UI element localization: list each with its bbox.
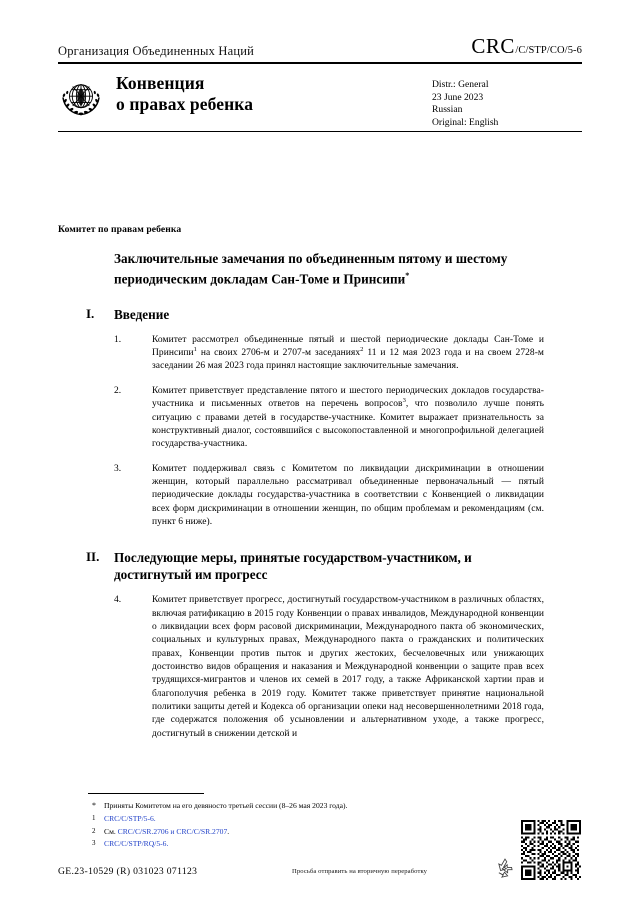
distribution-date: 23 June 2023 xyxy=(432,91,484,103)
footnote-suffix: . xyxy=(227,826,230,836)
footnote-prefix: См. xyxy=(104,826,118,836)
paragraph-number: 2. xyxy=(114,385,122,396)
document-symbol xyxy=(471,34,582,59)
paragraph-text-part1: Комитет рассмотрел объединенные пятый и шестой периодические доклады Сан-Томе и Принсипи xyxy=(152,334,544,359)
paragraph-3 xyxy=(114,463,544,530)
footnote-link[interactable]: CRC/C/STP/5-6. xyxy=(104,813,156,823)
masthead-top-rule xyxy=(58,62,582,64)
paragraph-number: 3. xyxy=(114,463,122,474)
distribution-original: Original: English xyxy=(432,116,499,128)
section-heading-follow-up xyxy=(86,549,582,583)
paragraph-text xyxy=(152,385,544,452)
convention-title-line2: о правах ребенка xyxy=(116,94,254,114)
page-title-footnote-mark: * xyxy=(405,271,410,281)
document-symbol-main: CRC xyxy=(471,34,515,58)
distribution-language: Russian xyxy=(432,104,463,116)
un-emblem-icon xyxy=(58,75,104,121)
paragraph-text: Комитет поддерживал связь с Комитетом по ликвидации дискриминации в отношении женщин, который параллельно рассматривал объединенные первоначальный — пятый периодические доклады государства-участника в соответствии с Конвенцией о ликвидации всех форм дискриминации в отношении женщин, по общим проблемам и рекомендациям (см. пункт 6 ниже). xyxy=(152,463,544,527)
footnote-separator xyxy=(88,793,204,794)
recycle-note: Просьба отправить на вторичную переработку xyxy=(292,868,428,875)
page-title-text: Заключительные замечания по объединенным пятому и шестому периодическим докладам Сан-Томе и Принсипи xyxy=(114,251,508,287)
section-title: Последующие меры, принятые государством-участником, и достигнутый им прогресс xyxy=(114,550,472,583)
footnote-ref-3[interactable]: 3 xyxy=(402,397,406,405)
paragraph-4 xyxy=(114,594,544,741)
footnote-1 xyxy=(88,813,508,824)
recycle-icon xyxy=(494,856,516,878)
footnote-mark: 3 xyxy=(92,839,96,848)
footnote-link[interactable]: CRC/C/SR.2706 и CRC/C/SR.2707 xyxy=(117,826,228,836)
footnote-3 xyxy=(88,838,508,849)
paragraph-2 xyxy=(114,385,544,452)
section-title: Введение xyxy=(114,306,170,322)
footnote-text: Приняты Комитетом на его девяносто третьей сессии (8–26 мая 2023 года). xyxy=(104,801,348,810)
paragraph-text-part3: 11 и 12 мая 2023 года и на своем 2728-м заседании 26 мая 2023 года принял настоящие заключительные замечания. xyxy=(152,348,544,372)
title-row xyxy=(58,73,582,129)
paragraph-number: 4. xyxy=(114,595,122,606)
footnote-asterisk xyxy=(88,800,508,811)
document-content xyxy=(58,250,582,741)
footnotes xyxy=(88,800,508,851)
footnote-mark: 2 xyxy=(92,826,96,835)
convention-title-line1: Конвенция xyxy=(116,73,205,93)
paragraph-number: 1. xyxy=(114,334,122,345)
convention-block xyxy=(58,73,253,121)
ge-code: GE.23-10529 (R) 031023 071123 xyxy=(58,866,198,877)
paragraph-text-part2: на своих 2706-м и 2707-м заседаниях xyxy=(197,348,361,359)
paragraph-text: Комитет приветствует прогресс, достигнутый государством-участником в различных областях, включая ратификацию в 2015 году Конвенции о правах инвалидов, Международной конвенции о ликвидации всех форм расовой дискриминации, Международного пакта об экономических, социальных и культурных правах, Международного пакта о гражданских и политических правах, Конвенции против пыток и других жестоких, бесчеловечных или унижающих достоинство видов обращения и наказания и Международной конвенции о защите прав всех трудящихся-мигрантов и членов их семей в 2017 году, а также Африканской хартии прав и благополучия ребенка в 2019 году. Комитет также приветствует принятие национальной политики защиты детей и Кодекса об организации опеки над несовершеннолетними 2018 года, где содержатся положения об усыновлении и альтернативном уходе, а также прогресс, достигнутый в снижении детской и xyxy=(152,595,544,739)
footnote-2 xyxy=(88,826,508,837)
masthead-bottom-rule xyxy=(58,131,582,132)
footnote-ref-2[interactable]: 2 xyxy=(360,345,364,353)
footnote-ref-1[interactable]: 1 xyxy=(193,345,198,353)
distribution-block xyxy=(432,79,582,129)
committee-name: Комитет по правам ребенка xyxy=(58,224,182,235)
section-number: I. xyxy=(86,305,95,321)
organization-name: Организация Объединенных Наций xyxy=(58,44,255,58)
footnote-mark: * xyxy=(92,801,96,810)
distribution-type: Distr.: General xyxy=(432,79,489,90)
footnote-mark: 1 xyxy=(92,813,96,822)
masthead xyxy=(58,34,582,129)
footnote-text xyxy=(104,826,508,837)
section-heading-introduction xyxy=(86,305,582,323)
paragraph-text-part2: , что позволило лучше понять ситуацию с правами детей в государстве-участнике. Комитет выражает признательность за конструктивный диалог, состоявшийся с высокопоставленной и многопрофильной делегацией государства-участника. xyxy=(152,399,544,450)
footnote-text xyxy=(104,838,508,849)
section-number: II. xyxy=(86,549,100,565)
convention-title xyxy=(116,73,253,115)
organization-row xyxy=(58,34,582,61)
footnote-link[interactable]: CRC/C/STP/RQ/5-6. xyxy=(104,839,169,849)
page-title xyxy=(114,250,544,288)
qr-code[interactable] xyxy=(521,820,581,880)
footnote-text xyxy=(104,813,508,824)
paragraph-text-part1: Комитет приветствует представление пятого и шестого периодических докладов государства-участника и письменных ответов на перечень вопросов xyxy=(152,385,544,410)
paragraph-text xyxy=(152,334,544,374)
paragraph-1 xyxy=(114,334,544,374)
document-symbol-suffix: /C/STP/CO/5-6 xyxy=(515,45,582,56)
